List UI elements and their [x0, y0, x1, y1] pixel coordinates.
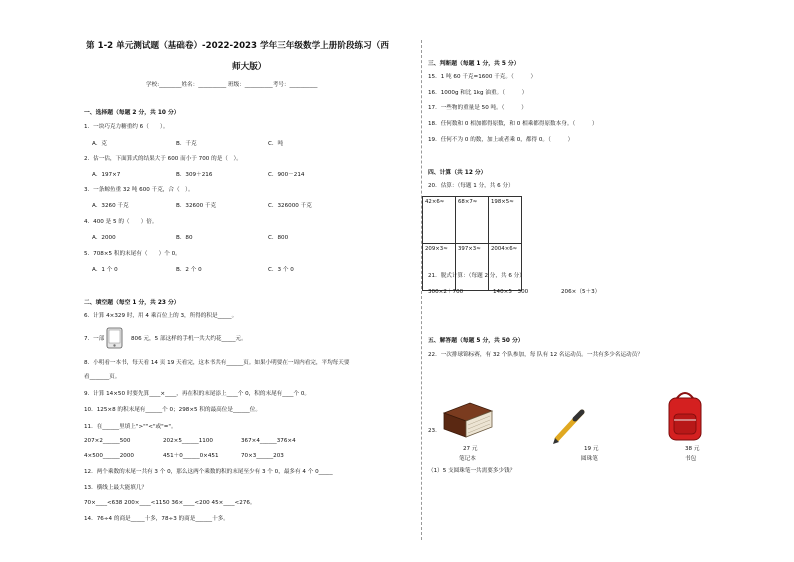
estimate-cell: 397×3≈	[456, 244, 489, 291]
q6: 6．计算 4×329 时，用 4 乘百位上的 3，所得的积是_____。	[84, 313, 238, 319]
q7-prefix: 7．一部	[84, 336, 105, 342]
q8-line2: 看_______页。	[84, 374, 121, 380]
q1: 1．一块巧克力糖重约 6（ ）。	[84, 124, 169, 130]
q4-option-b: B．80	[176, 235, 193, 241]
q12: 12．两个乘数的末尾一共有 3 个 0，那么这两个乘数的积的末尾至少有 3 个 0，最多有 4 个 0_____	[84, 469, 333, 475]
q9: 9．计算 14×50 时要先算____×____，再在积的末尾添上____个 0，积的末尾有____个 0。	[84, 391, 310, 397]
q1-option-a: A．克	[92, 141, 108, 147]
q14: 14．76÷4 的商是_____十多，78÷3 的商是______十多。	[84, 516, 229, 522]
q11-r2c3: 70×3______203	[241, 453, 284, 459]
q17: 17．一些物的重量是 50 吨。（ ）	[428, 105, 527, 111]
estimate-cell: 198×5≈	[489, 197, 522, 244]
q5-option-a: A．1 个 0	[92, 267, 118, 273]
q1-option-b: B．千克	[176, 141, 197, 147]
q22: 22．一次排球锦标赛，有 32 个队参加，每 队有 12 名运动员。一共有多少名运动员？	[428, 352, 643, 358]
estimate-cell: 2004×6≈	[489, 244, 522, 291]
item-price-pen: 19 元	[584, 446, 599, 452]
student-info-line: 学校:________姓名：__________ 班级：__________考号：__________	[146, 82, 318, 88]
q16: 16．1000g 和比 1kg 油重。（ ）	[428, 90, 528, 96]
q3-option-b: B．32600 千克	[176, 203, 217, 209]
item-price-notebook: 27 元	[463, 446, 478, 452]
schoolbag-icon	[663, 390, 707, 444]
page-title-line2: 师大版）	[232, 62, 267, 72]
q11-r1c1: 207×2______500	[84, 438, 131, 444]
q8-line1: 8．小明看一本书，每天看 14 页 19 天看完，这本书共有______页。如果小明要在一周内看完，平均每天要	[84, 360, 350, 366]
item-name-pen: 圆珠笔	[581, 456, 598, 462]
q3-option-a: A．3260 千克	[92, 203, 129, 209]
q18: 18．任何数和 0 相加都得原数，和 0 相乘都得原数本身。（ ）	[428, 121, 598, 127]
q2: 2．估一估，下面算式的结果大于 600 而小于 700 的是（ ）。	[84, 156, 242, 162]
q11-r1c3: 367×4______376×4	[241, 438, 296, 444]
q4-option-a: A．2000	[92, 235, 116, 241]
q23: 23.	[428, 428, 437, 434]
q1-option-c: C．吨	[268, 141, 284, 147]
q15: 15．1 吨 60 千克=1600 千克。（ ）	[428, 74, 537, 80]
section-answer-title: 五、解答题（每题 5 分，共 50 分）	[428, 338, 524, 344]
q2-option-b: B．309＋216	[176, 172, 213, 178]
estimate-cell: 68×7≈	[456, 197, 489, 244]
q21: 21．脱式计算：（每题 2 分，共 6 分）	[428, 273, 525, 279]
q21-expr-c: 206×（5＋3）	[561, 289, 601, 295]
q3-option-c: C．326000 千克	[268, 203, 312, 209]
q11-r2c2: 451＋0______0×451	[163, 453, 219, 459]
section-choice-title: 一、选择题（每题 2 分，共 10 分）	[84, 110, 180, 116]
q3: 3．一条鲸鱼重 32 吨 600 千克，合（ ）。	[84, 187, 194, 193]
q7-text: 806 元，5 部这样的手机一共大约花_____元。	[131, 336, 247, 342]
q2-option-a: A．197×7	[92, 172, 121, 178]
estimate-cell: 209×3≈	[423, 244, 456, 291]
q2-option-c: C．900－214	[268, 172, 305, 178]
notebook-icon	[440, 399, 496, 443]
phone-icon	[103, 327, 127, 349]
q11-r1c2: 202×5______1100	[163, 438, 213, 444]
page-title-line1: 第 1-2 单元测试题（基础卷）-2022-2023 学年三年级数学上册阶段练习（西	[86, 41, 389, 51]
q19: 19．任何不为 0 的数，加上或者乘 0，都得 0。（ ）	[428, 137, 574, 143]
item-name-notebook: 笔记本	[459, 456, 476, 462]
q21-expr-a: 300×2＋700	[428, 289, 464, 295]
ballpoint-pen-icon	[550, 408, 590, 446]
q20: 20．估算：（每题 1 分，共 6 分）	[428, 183, 514, 189]
q5-option-c: C．3 个 0	[268, 267, 294, 273]
section-calc-title: 四、计算（共 12 分）	[428, 170, 487, 176]
q5-option-b: B．2 个 0	[176, 267, 202, 273]
q21-expr-b: 140×5－300	[493, 289, 529, 295]
q10: 10．125×8 的积末尾有______个 0；298×5 积的最高位是______位。	[84, 407, 261, 413]
q5: 5．708×5 积的末尾有（ ）个 0。	[84, 251, 181, 257]
q11: 11．在______里填上">""<"或"="。	[84, 424, 177, 430]
q4-option-c: C．800	[268, 235, 289, 241]
q13-line: 70×____<638 200×____<1150 36×____<200 45×____<276。	[84, 500, 256, 506]
item-name-bag: 书包	[685, 456, 697, 462]
section-judge-title: 三、判断题（每题 1 分，共 5 分）	[428, 61, 520, 67]
q4: 4．400 是 5 的（ ）倍。	[84, 219, 158, 225]
estimate-cell: 42×6≈	[423, 197, 456, 244]
q11-r2c1: 4×500______2000	[84, 453, 134, 459]
q23-sub1: （1）5 支圆珠笔一共需要多少钱？	[428, 468, 516, 474]
q13: 13．横线上最大能填几？	[84, 485, 148, 491]
item-price-bag: 38 元	[685, 446, 700, 452]
section-fill-title: 二、填空题（每空 1 分，共 23 分）	[84, 300, 180, 306]
